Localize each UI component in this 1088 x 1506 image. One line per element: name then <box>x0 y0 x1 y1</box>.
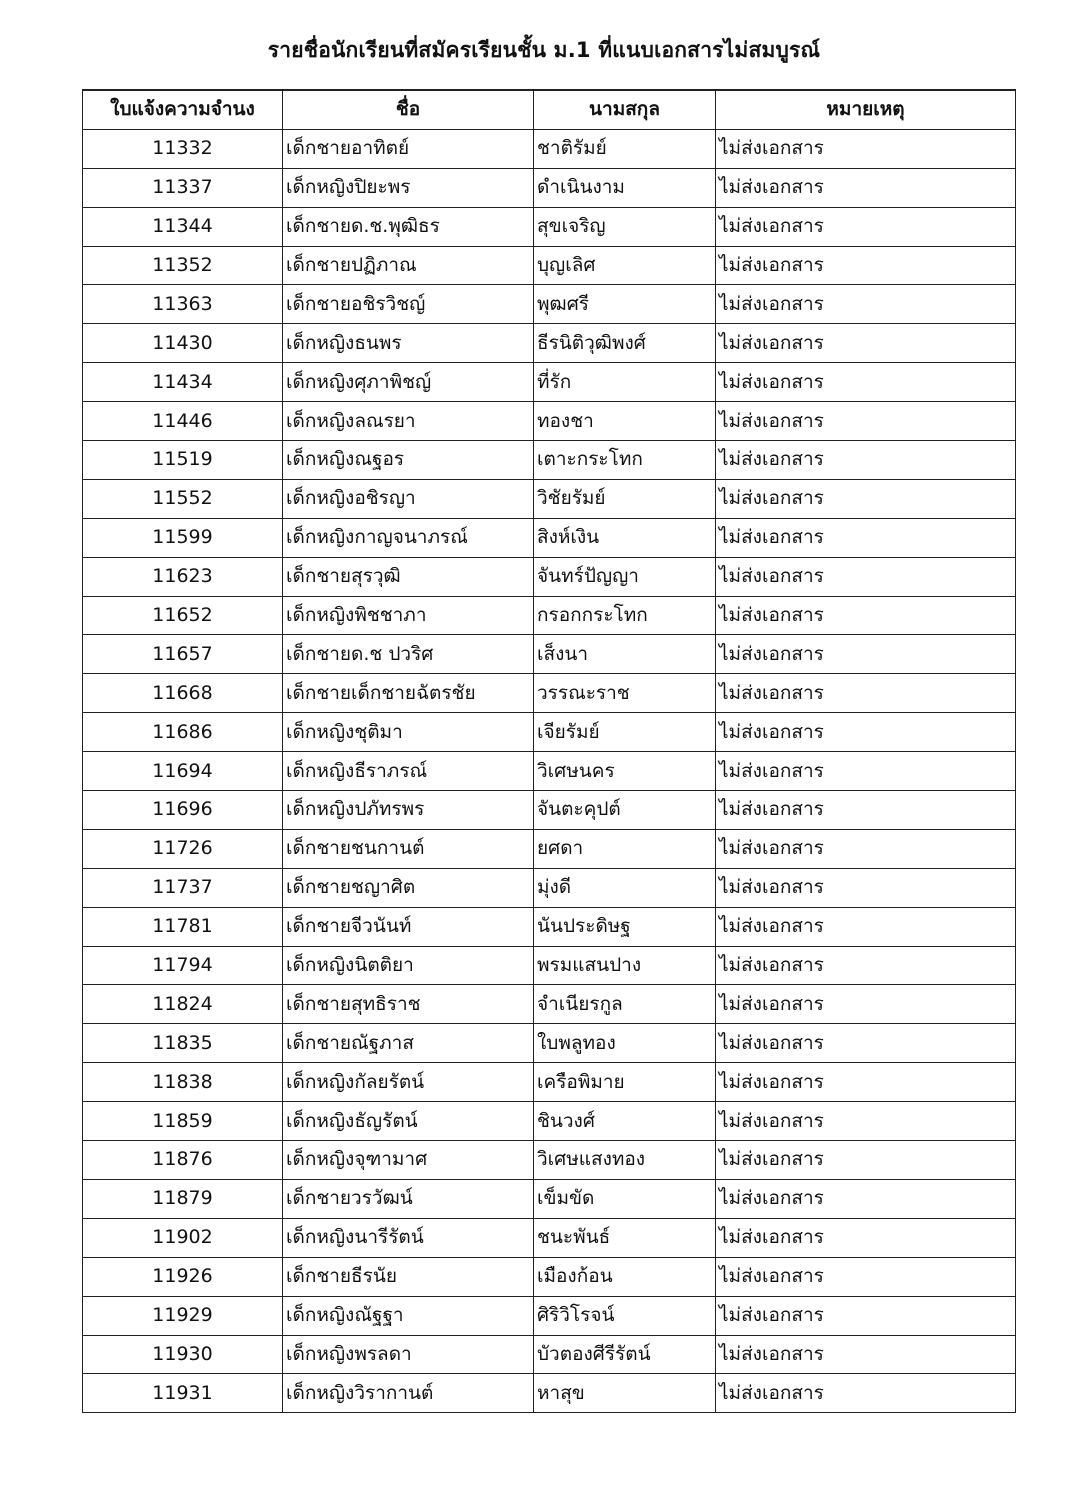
cell-note: ไม่ส่งเอกสาร <box>716 791 1016 830</box>
table-row <box>83 1335 1016 1374</box>
cell-first-name: เด็กหญิงศุภาพิชญ์ <box>283 363 534 402</box>
cell-note: ไม่ส่งเอกสาร <box>716 752 1016 791</box>
table-row <box>83 985 1016 1024</box>
cell-last-name: พรมแสนปาง <box>534 946 716 985</box>
cell-note: ไม่ส่งเอกสาร <box>716 868 1016 907</box>
table-row <box>83 1374 1016 1413</box>
cell-note: ไม่ส่งเอกสาร <box>716 635 1016 674</box>
cell-last-name: พุฒศรี <box>534 285 716 324</box>
cell-application-number: 11824 <box>83 985 283 1024</box>
cell-first-name: เด็กหญิงปิยะพร <box>283 168 534 207</box>
cell-first-name: เด็กหญิงพรลดา <box>283 1335 534 1374</box>
cell-note: ไม่ส่งเอกสาร <box>716 946 1016 985</box>
cell-last-name: ชาติรัมย์ <box>534 129 716 168</box>
cell-note: ไม่ส่งเอกสาร <box>716 518 1016 557</box>
cell-application-number: 11552 <box>83 479 283 518</box>
cell-first-name: เด็กหญิงจุฑามาศ <box>283 1141 534 1180</box>
cell-first-name: เด็กหญิงปภัทรพร <box>283 791 534 830</box>
cell-note: ไม่ส่งเอกสาร <box>716 1296 1016 1335</box>
table-row <box>83 713 1016 752</box>
cell-first-name: เด็กหญิงลณรยา <box>283 402 534 441</box>
cell-application-number: 11657 <box>83 635 283 674</box>
table-row <box>83 246 1016 285</box>
table-row <box>83 907 1016 946</box>
cell-last-name: สุขเจริญ <box>534 207 716 246</box>
cell-note: ไม่ส่งเอกสาร <box>716 829 1016 868</box>
cell-note: ไม่ส่งเอกสาร <box>716 1024 1016 1063</box>
cell-last-name: ชินวงศ์ <box>534 1102 716 1141</box>
cell-first-name: เด็กหญิงนารีรัตน์ <box>283 1218 534 1257</box>
table-row <box>83 168 1016 207</box>
cell-application-number: 11726 <box>83 829 283 868</box>
cell-note: ไม่ส่งเอกสาร <box>716 246 1016 285</box>
cell-last-name: เจียรัมย์ <box>534 713 716 752</box>
cell-note: ไม่ส่งเอกสาร <box>716 713 1016 752</box>
cell-first-name: เด็กชายอชิรวิชญ์ <box>283 285 534 324</box>
cell-first-name: เด็กหญิงพิชชาภา <box>283 596 534 635</box>
cell-first-name: เด็กหญิงกัลยรัตน์ <box>283 1063 534 1102</box>
cell-application-number: 11686 <box>83 713 283 752</box>
cell-note: ไม่ส่งเอกสาร <box>716 168 1016 207</box>
cell-first-name: เด็กหญิงนิตติยา <box>283 946 534 985</box>
cell-application-number: 11838 <box>83 1063 283 1102</box>
cell-last-name: ชนะพันธ์ <box>534 1218 716 1257</box>
cell-last-name: ที่รัก <box>534 363 716 402</box>
cell-first-name: เด็กหญิงธีราภรณ์ <box>283 752 534 791</box>
cell-first-name: เด็กชายธีรนัย <box>283 1257 534 1296</box>
cell-note: ไม่ส่งเอกสาร <box>716 674 1016 713</box>
table-row <box>83 1179 1016 1218</box>
cell-application-number: 11332 <box>83 129 283 168</box>
table-row <box>83 1296 1016 1335</box>
cell-last-name: หาสุข <box>534 1374 716 1413</box>
cell-application-number: 11781 <box>83 907 283 946</box>
cell-application-number: 11930 <box>83 1335 283 1374</box>
table-header-row <box>83 90 1016 129</box>
table-row <box>83 518 1016 557</box>
cell-note: ไม่ส่งเอกสาร <box>716 1257 1016 1296</box>
table-row <box>83 441 1016 480</box>
cell-application-number: 11352 <box>83 246 283 285</box>
cell-application-number: 11737 <box>83 868 283 907</box>
table-row <box>83 207 1016 246</box>
table-row <box>83 1063 1016 1102</box>
cell-note: ไม่ส่งเอกสาร <box>716 1141 1016 1180</box>
cell-last-name: เมืองก้อน <box>534 1257 716 1296</box>
cell-application-number: 11344 <box>83 207 283 246</box>
table-row <box>83 791 1016 830</box>
table-row <box>83 129 1016 168</box>
table-row <box>83 1024 1016 1063</box>
cell-note: ไม่ส่งเอกสาร <box>716 285 1016 324</box>
cell-note: ไม่ส่งเอกสาร <box>716 207 1016 246</box>
table-row <box>83 674 1016 713</box>
cell-last-name: ทองชา <box>534 402 716 441</box>
table-row <box>83 285 1016 324</box>
cell-first-name: เด็กชายสุรวุฒิ <box>283 557 534 596</box>
cell-first-name: เด็กหญิงอชิรญา <box>283 479 534 518</box>
cell-application-number: 11794 <box>83 946 283 985</box>
cell-last-name: มุ่งดี <box>534 868 716 907</box>
cell-application-number: 11876 <box>83 1141 283 1180</box>
cell-application-number: 11926 <box>83 1257 283 1296</box>
cell-note: ไม่ส่งเอกสาร <box>716 1102 1016 1141</box>
cell-last-name: จันทร์ปัญญา <box>534 557 716 596</box>
cell-application-number: 11696 <box>83 791 283 830</box>
cell-last-name: เส็งนา <box>534 635 716 674</box>
cell-last-name: สิงห์เงิน <box>534 518 716 557</box>
cell-last-name: วิชัยรัมย์ <box>534 479 716 518</box>
cell-first-name: เด็กหญิงชุติมา <box>283 713 534 752</box>
header-first-name: ชื่อ <box>283 90 534 129</box>
cell-last-name: วิเศษแสงทอง <box>534 1141 716 1180</box>
cell-first-name: เด็กชายเด็กชายฉัตรชัย <box>283 674 534 713</box>
table-row <box>83 557 1016 596</box>
cell-application-number: 11929 <box>83 1296 283 1335</box>
cell-first-name: เด็กชายจีวนันท์ <box>283 907 534 946</box>
cell-application-number: 11430 <box>83 324 283 363</box>
cell-application-number: 11519 <box>83 441 283 480</box>
cell-last-name: เข็มขัด <box>534 1179 716 1218</box>
cell-note: ไม่ส่งเอกสาร <box>716 1063 1016 1102</box>
cell-first-name: เด็กชายวรวัฒน์ <box>283 1179 534 1218</box>
cell-last-name: ดำเนินงาม <box>534 168 716 207</box>
cell-last-name: ศิริวิโรจน์ <box>534 1296 716 1335</box>
table-row <box>83 479 1016 518</box>
cell-application-number: 11879 <box>83 1179 283 1218</box>
cell-application-number: 11835 <box>83 1024 283 1063</box>
cell-application-number: 11931 <box>83 1374 283 1413</box>
document-title: รายชื่อนักเรียนที่สมัครเรียนชั้น ม.1 ที่แนบเอกสารไม่สมบูรณ์ <box>267 38 821 62</box>
cell-first-name: เด็กชายณัฐภาส <box>283 1024 534 1063</box>
table-row <box>83 946 1016 985</box>
cell-application-number: 11652 <box>83 596 283 635</box>
cell-application-number: 11668 <box>83 674 283 713</box>
cell-application-number: 11446 <box>83 402 283 441</box>
table-row <box>83 363 1016 402</box>
cell-first-name: เด็กหญิงวิรากานต์ <box>283 1374 534 1413</box>
table-row <box>83 596 1016 635</box>
cell-note: ไม่ส่งเอกสาร <box>716 129 1016 168</box>
cell-first-name: เด็กหญิงกาญจนาภรณ์ <box>283 518 534 557</box>
cell-note: ไม่ส่งเอกสาร <box>716 1218 1016 1257</box>
cell-note: ไม่ส่งเอกสาร <box>716 985 1016 1024</box>
header-note: หมายเหตุ <box>716 90 1016 129</box>
cell-first-name: เด็กหญิงณฐอร <box>283 441 534 480</box>
cell-note: ไม่ส่งเอกสาร <box>716 479 1016 518</box>
cell-note: ไม่ส่งเอกสาร <box>716 557 1016 596</box>
table-row <box>83 752 1016 791</box>
cell-application-number: 11337 <box>83 168 283 207</box>
cell-last-name: วรรณะราช <box>534 674 716 713</box>
table-body <box>83 129 1016 1412</box>
cell-application-number: 11902 <box>83 1218 283 1257</box>
header-application-number: ใบแจ้งความจำนง <box>83 90 283 129</box>
cell-note: ไม่ส่งเอกสาร <box>716 441 1016 480</box>
cell-application-number: 11434 <box>83 363 283 402</box>
table-row <box>83 402 1016 441</box>
cell-note: ไม่ส่งเอกสาร <box>716 402 1016 441</box>
cell-application-number: 11694 <box>83 752 283 791</box>
cell-last-name: เครือพิมาย <box>534 1063 716 1102</box>
cell-last-name: จำเนียรกูล <box>534 985 716 1024</box>
table-row <box>83 324 1016 363</box>
cell-last-name: วิเศษนคร <box>534 752 716 791</box>
cell-application-number: 11599 <box>83 518 283 557</box>
cell-note: ไม่ส่งเอกสาร <box>716 1335 1016 1374</box>
cell-last-name: บุญเลิศ <box>534 246 716 285</box>
applicant-table <box>82 89 1016 1413</box>
cell-first-name: เด็กหญิงธัญรัตน์ <box>283 1102 534 1141</box>
cell-first-name: เด็กหญิงธนพร <box>283 324 534 363</box>
cell-last-name: จันตะคุปต์ <box>534 791 716 830</box>
cell-note: ไม่ส่งเอกสาร <box>716 363 1016 402</box>
header-last-name: นามสกุล <box>534 90 716 129</box>
cell-first-name: เด็กชายสุทธิราช <box>283 985 534 1024</box>
cell-note: ไม่ส่งเอกสาร <box>716 1179 1016 1218</box>
cell-note: ไม่ส่งเอกสาร <box>716 907 1016 946</box>
cell-last-name: ยศดา <box>534 829 716 868</box>
cell-last-name: เตาะกระโทก <box>534 441 716 480</box>
cell-first-name: เด็กชายชนกานต์ <box>283 829 534 868</box>
table-row <box>83 635 1016 674</box>
cell-first-name: เด็กชายด.ช ปวริศ <box>283 635 534 674</box>
cell-note: ไม่ส่งเอกสาร <box>716 324 1016 363</box>
cell-first-name: เด็กชายปฏิภาณ <box>283 246 534 285</box>
cell-last-name: ธีรนิติวุฒิพงศ์ <box>534 324 716 363</box>
table-row <box>83 1257 1016 1296</box>
cell-first-name: เด็กชายด.ช.พุฒิธร <box>283 207 534 246</box>
cell-last-name: กรอกกระโทก <box>534 596 716 635</box>
cell-last-name: ใบพลูทอง <box>534 1024 716 1063</box>
cell-note: ไม่ส่งเอกสาร <box>716 1374 1016 1413</box>
cell-first-name: เด็กชายอาทิตย์ <box>283 129 534 168</box>
table-row <box>83 1102 1016 1141</box>
cell-application-number: 11859 <box>83 1102 283 1141</box>
table-row <box>83 1218 1016 1257</box>
table-row <box>83 829 1016 868</box>
cell-application-number: 11623 <box>83 557 283 596</box>
table-row <box>83 1141 1016 1180</box>
cell-note: ไม่ส่งเอกสาร <box>716 596 1016 635</box>
cell-last-name: บัวตองศีรีรัตน์ <box>534 1335 716 1374</box>
cell-first-name: เด็กหญิงณัฐฐา <box>283 1296 534 1335</box>
cell-last-name: นันประดิษฐ <box>534 907 716 946</box>
table-row <box>83 868 1016 907</box>
cell-first-name: เด็กชายชญาศิต <box>283 868 534 907</box>
cell-application-number: 11363 <box>83 285 283 324</box>
